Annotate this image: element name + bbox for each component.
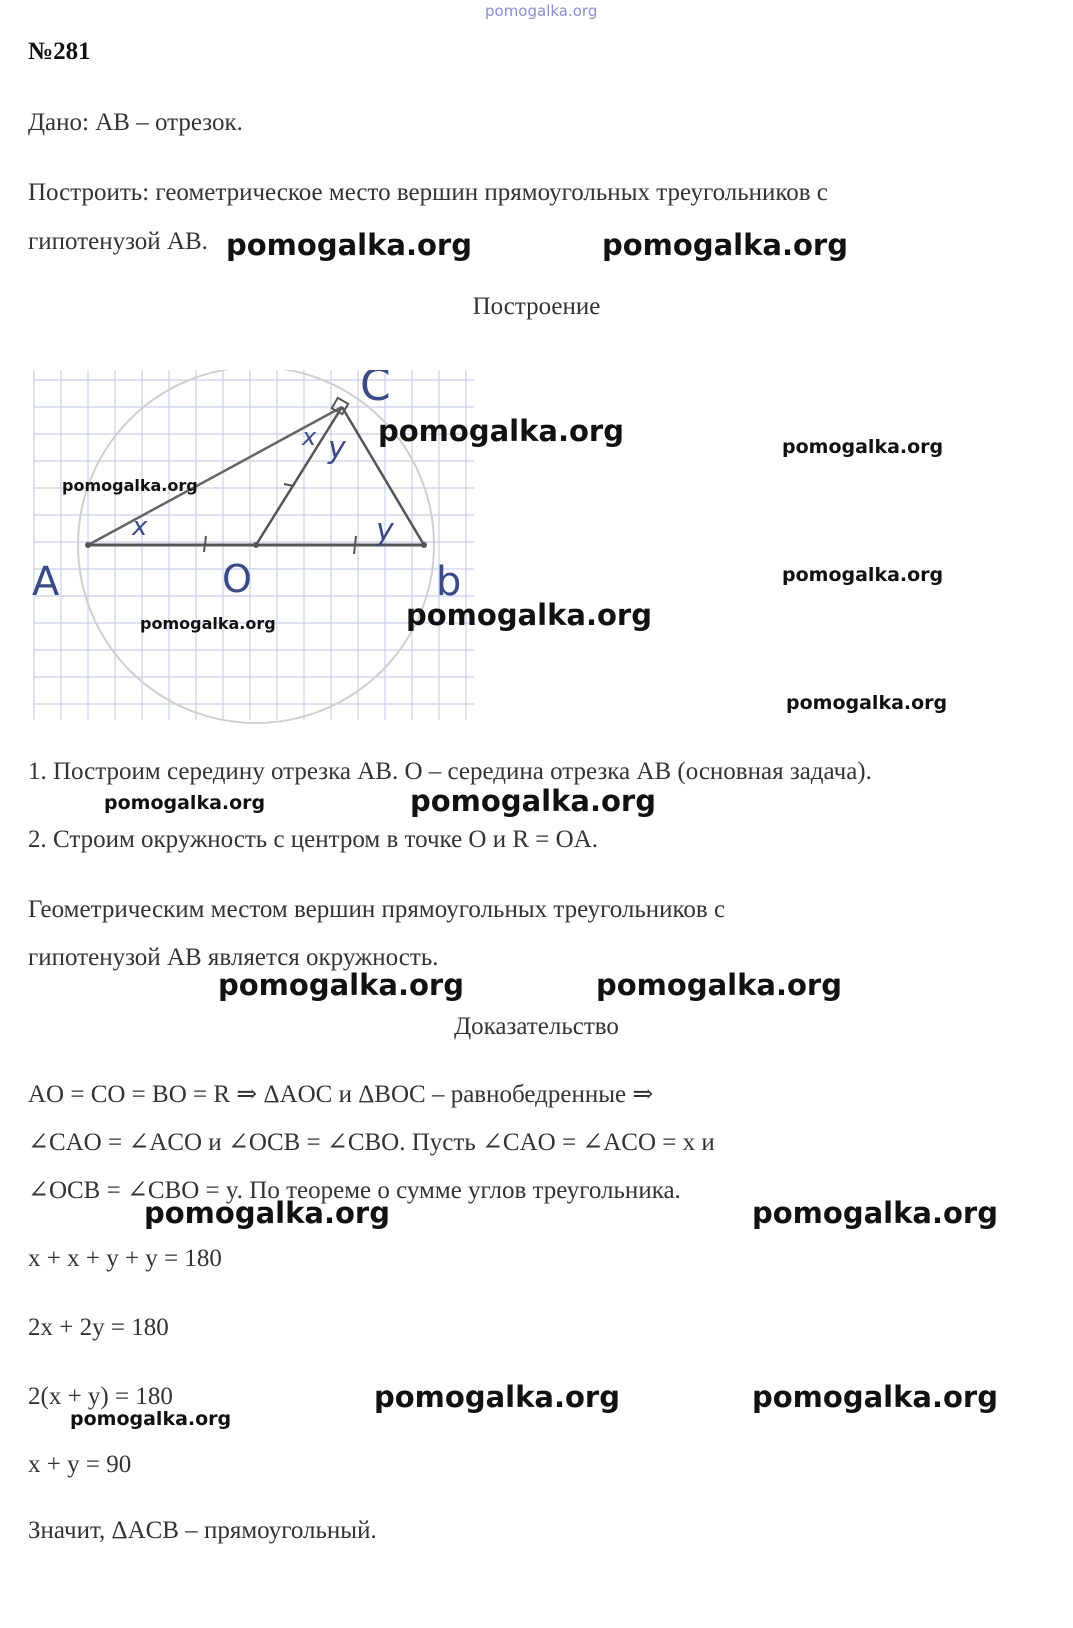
watermark: pomogalka.org [140,614,276,633]
equation-3: 2(x + y) = 180 [28,1383,173,1410]
step-2: 2. Строим окружность с центром в точке O и R = OA. [28,826,598,853]
label-o: O [222,557,252,601]
watermark: pomogalka.org [786,692,948,714]
watermark: pomogalka.org [752,1196,998,1230]
watermark: pomogalka.org [602,228,848,262]
label-b: b [436,559,462,605]
watermark: pomogalka.org [406,598,652,632]
watermark: pomogalka.org [62,476,198,495]
proof-line2: ∠CAO = ∠ACO и ∠OCB = ∠CBO. Пусть ∠CAO = ∠ACO = x и [28,1129,715,1156]
point-b [421,542,427,548]
equation-4: x + y = 90 [28,1451,132,1478]
label-x-at-c: x [302,423,317,451]
watermark: pomogalka.org [70,1408,232,1430]
watermark: pomogalka.org [104,792,266,814]
point-o [253,542,259,548]
step-1: 1. Построим середину отрезка AB. O – середина отрезка AB (основная задача). [28,758,872,785]
watermark: pomogalka.org [782,436,944,458]
equation-1: x + x + y + y = 180 [28,1245,222,1272]
proof-line1: AO = CO = BO = R ⇒ ΔAOC и ΔBOC – равнобедренные ⇒ [28,1081,654,1108]
conclusion-line2: гипотенузой AB является окружность. [28,944,439,971]
proof-heading: Доказательство [454,1013,619,1040]
final-statement: Значит, ΔACB – прямоугольный. [28,1517,377,1544]
watermark: pomogalka.org [782,564,944,586]
construct-text-line1: Построить: геометрическое место вершин прямоугольных треугольников с [28,179,828,206]
label-c: C [360,370,391,411]
watermark: pomogalka.org [218,968,464,1002]
label-a: A [32,559,60,605]
watermark: pomogalka.org [144,1196,390,1230]
segment-oc [256,407,342,545]
problem-number: №281 [28,38,91,65]
tick-ob [354,536,356,554]
label-y-at-b: y [376,513,394,548]
proof-line3: ∠OCB = ∠CBO = y. По теореме о сумме углов треугольника. [28,1177,681,1204]
construct-text-line2: гипотенузой AB. [28,228,208,255]
watermark: pomogalka.org [596,968,842,1002]
watermark: pomogalka.org [752,1380,998,1414]
watermark: pomogalka.org [374,1380,620,1414]
watermark: pomogalka.org [410,784,656,818]
label-x-at-a: x [132,512,148,542]
given-text: Дано: AB – отрезок. [28,109,243,136]
conclusion-line1: Геометрическим местом вершин прямоугольных треугольников с [28,896,726,923]
label-y-at-c: y [328,431,346,466]
construction-heading: Построение [472,293,601,320]
tick-ao [204,536,206,552]
equation-2: 2x + 2y = 180 [28,1314,169,1341]
watermark: pomogalka.org [226,228,472,262]
watermark: pomogalka.org [378,414,624,448]
site-header-watermark: pomogalka.org [485,2,598,20]
point-a [85,542,91,548]
